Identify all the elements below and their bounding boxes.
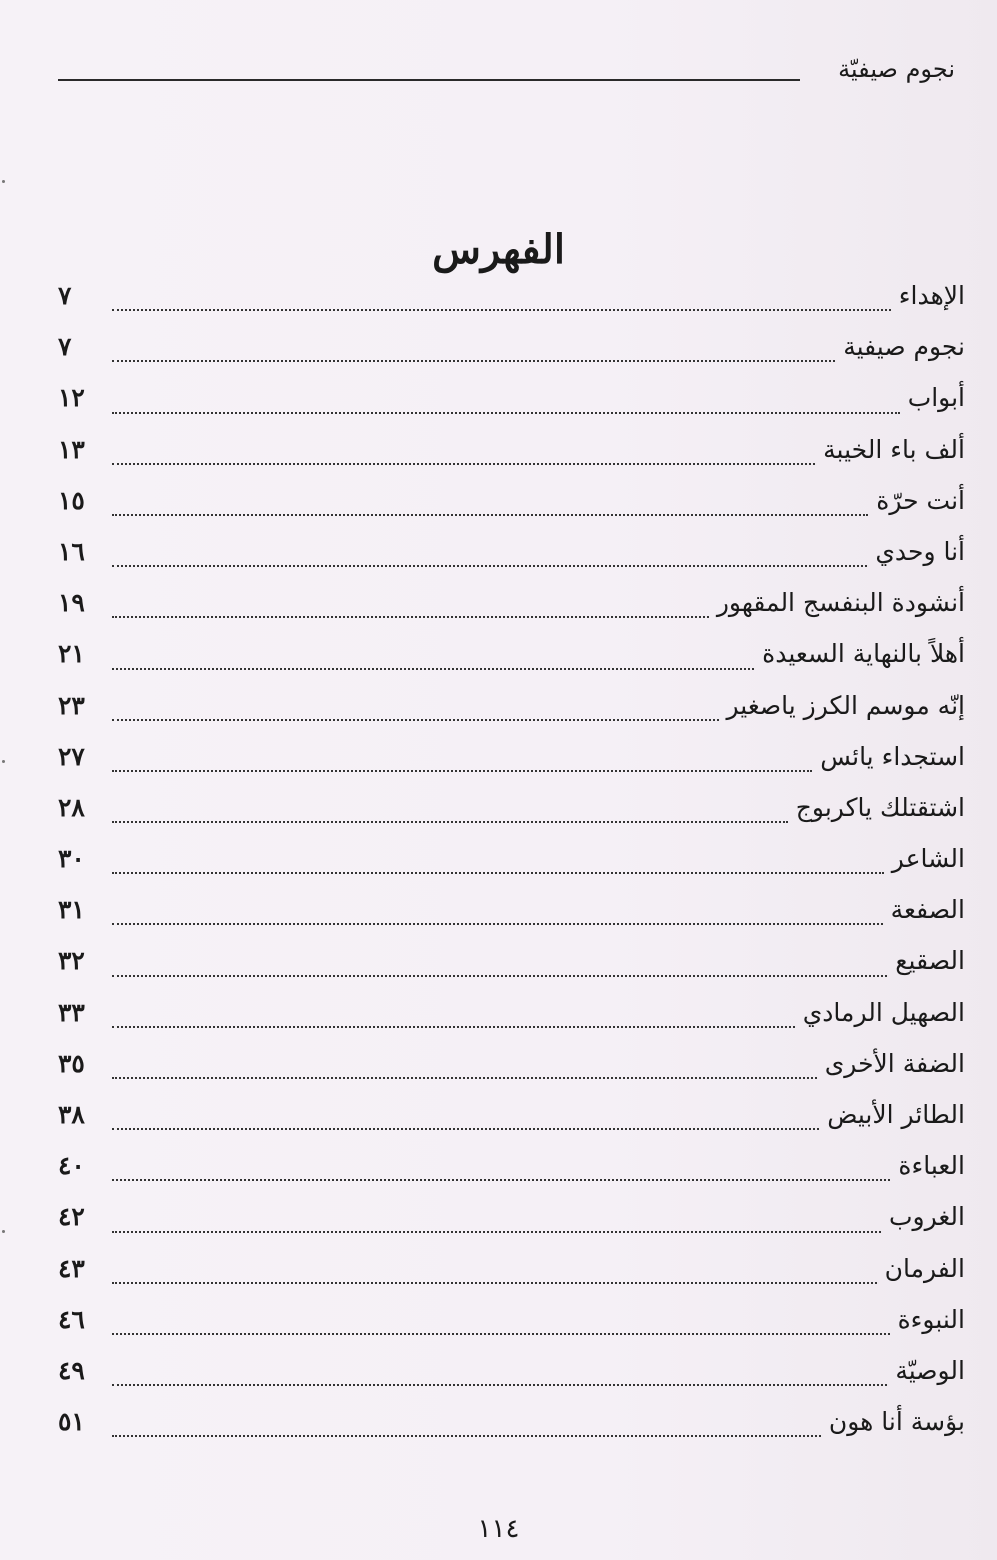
- toc-entry-label: الفرمان: [884, 1253, 965, 1283]
- toc-entry: [58, 1402, 965, 1453]
- toc-entry-page: ٥١: [58, 1407, 85, 1437]
- toc-entry: [58, 327, 965, 378]
- toc-entry-page: ٤٢: [58, 1202, 85, 1232]
- toc-entry: [58, 1146, 965, 1197]
- toc-leader-dots: [112, 412, 900, 414]
- toc-entry-page: ٧: [58, 281, 72, 310]
- toc-entry: [58, 788, 965, 839]
- toc-entry-page: ١٢: [58, 383, 85, 413]
- toc-leader-dots: [112, 975, 887, 977]
- toc-list: [58, 276, 965, 1453]
- toc-leader-dots: [112, 1435, 821, 1437]
- toc-entry-page: ٢١: [58, 639, 85, 669]
- toc-entry-label: أنا وحدي: [875, 536, 965, 566]
- toc-leader-dots: [112, 1384, 887, 1386]
- toc-entry-label: الصفعة: [890, 895, 965, 925]
- toc-entry: [58, 839, 965, 890]
- toc-entry-page: ٢٨: [58, 792, 85, 822]
- header-rule: [58, 79, 800, 81]
- toc-entry-page: ١٣: [58, 434, 85, 464]
- toc-entry-page: ٤٩: [58, 1355, 85, 1385]
- toc-entry: [58, 532, 965, 583]
- toc-leader-dots: [112, 1282, 877, 1284]
- toc-entry: [58, 634, 965, 685]
- toc-entry-label: نجوم صيفية: [843, 332, 965, 362]
- scan-edge-mark: [2, 180, 5, 183]
- toc-entry-page: ٣٨: [58, 1100, 85, 1129]
- toc-entry-page: ٧: [58, 332, 72, 362]
- toc-leader-dots: [112, 309, 891, 311]
- toc-leader-dots: [112, 1179, 890, 1181]
- toc-entry-page: ٤٣: [58, 1253, 85, 1283]
- toc-leader-dots: [112, 360, 835, 362]
- toc-title: الفهرس: [432, 226, 565, 273]
- toc-entry-label: الضفة الأخرى: [824, 1048, 965, 1078]
- toc-entry: [58, 1351, 965, 1402]
- toc-entry-page: ١٦: [58, 536, 85, 566]
- toc-entry-page: ٣١: [58, 895, 85, 925]
- toc-entry: [58, 430, 965, 481]
- toc-entry-label: العباءة: [898, 1151, 965, 1181]
- toc-entry-page: ٣٥: [58, 1048, 85, 1078]
- toc-leader-dots: [112, 668, 754, 670]
- page-number: ١١٤: [477, 1514, 520, 1544]
- toc-leader-dots: [112, 1077, 817, 1079]
- toc-leader-dots: [112, 821, 788, 823]
- toc-entry-label: أنت حرّة: [876, 485, 965, 515]
- toc-entry: [58, 1249, 965, 1300]
- toc-leader-dots: [112, 463, 815, 465]
- toc-entry-label: الإهداء: [898, 281, 965, 310]
- toc-entry: [58, 890, 965, 941]
- toc-entry-label: بؤسة أنا هون: [828, 1407, 965, 1437]
- toc-entry-page: ٣٠: [58, 844, 85, 874]
- scan-edge-mark: [2, 760, 5, 763]
- toc-entry-label: أهلاً بالنهاية السعيدة: [762, 639, 965, 669]
- toc-entry-label: إنّه موسم الكرز ياصغير: [726, 690, 965, 720]
- toc-entry: [58, 1044, 965, 1095]
- toc-entry-label: استجداء يائس: [820, 741, 965, 771]
- toc-entry-page: ١٩: [58, 588, 85, 618]
- toc-leader-dots: [112, 1026, 795, 1028]
- toc-leader-dots: [112, 872, 884, 874]
- toc-entry-page: ٤٠: [58, 1151, 85, 1181]
- toc-entry-page: ٢٣: [58, 690, 85, 720]
- toc-leader-dots: [112, 616, 709, 618]
- toc-entry-label: اشتقتلك ياكربوج: [795, 792, 965, 822]
- scan-edge-mark: [2, 1230, 5, 1233]
- toc-leader-dots: [112, 1231, 881, 1233]
- toc-entry-label: الوصيّة: [895, 1355, 965, 1385]
- toc-entry-label: الشاعر: [891, 844, 965, 874]
- toc-entry-label: الصهيل الرمادي: [802, 997, 965, 1027]
- toc-entry: [58, 481, 965, 532]
- toc-entry: [58, 941, 965, 992]
- toc-entry-page: ١٥: [58, 485, 85, 515]
- toc-entry-page: ٣٣: [58, 997, 85, 1027]
- toc-leader-dots: [112, 565, 867, 567]
- toc-leader-dots: [112, 770, 812, 772]
- toc-leader-dots: [112, 514, 868, 516]
- running-title: نجوم صيفيّة: [838, 55, 955, 83]
- toc-leader-dots: [112, 719, 719, 721]
- toc-entry: [58, 1300, 965, 1351]
- toc-entry: [58, 276, 965, 327]
- toc-entry-label: ألف باء الخيبة: [823, 434, 965, 464]
- toc-entry: [58, 378, 965, 429]
- toc-entry-label: أبواب: [907, 383, 965, 413]
- toc-entry: [58, 583, 965, 634]
- toc-entry-label: الغروب: [888, 1202, 965, 1232]
- toc-entry-label: الطائر الأبيض: [827, 1100, 965, 1129]
- toc-entry: [58, 686, 965, 737]
- running-header: [58, 50, 955, 90]
- toc-entry-page: ٣٢: [58, 946, 85, 976]
- toc-leader-dots: [112, 1333, 890, 1335]
- toc-entry: [58, 1095, 965, 1146]
- toc-leader-dots: [112, 923, 883, 925]
- toc-entry-label: أنشودة البنفسج المقهور: [716, 588, 965, 618]
- toc-entry: [58, 993, 965, 1044]
- toc-entry: [58, 1197, 965, 1248]
- toc-entry-label: الصقيع: [895, 946, 965, 976]
- toc-entry-page: ٢٧: [58, 741, 85, 771]
- toc-entry: [58, 737, 965, 788]
- toc-entry-label: النبوءة: [897, 1304, 965, 1334]
- toc-leader-dots: [112, 1128, 819, 1130]
- toc-entry-page: ٤٦: [58, 1304, 85, 1334]
